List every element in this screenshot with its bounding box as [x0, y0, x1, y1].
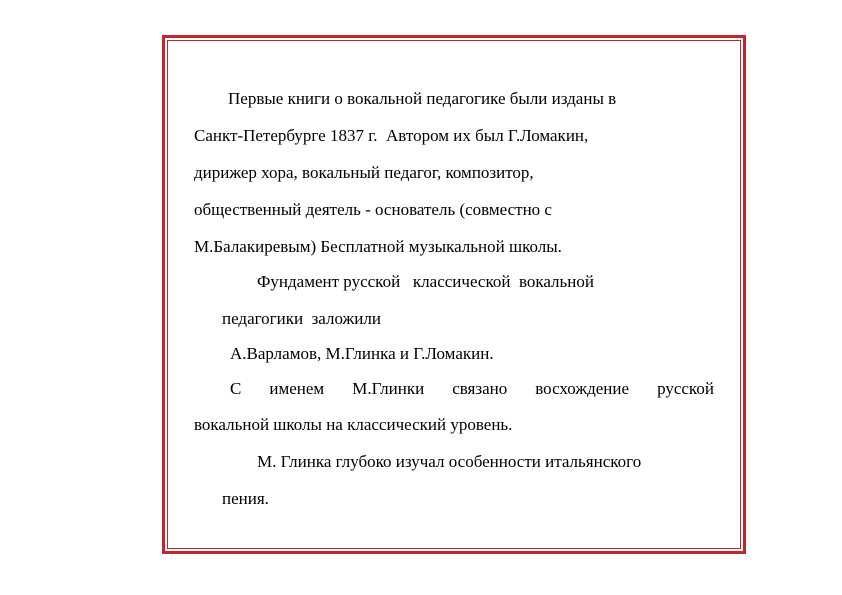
- paragraph-4-line-2: пения.: [222, 489, 269, 508]
- paragraph-3-word: М.Глинки: [352, 379, 425, 398]
- paragraph-3-line-1: [230, 379, 714, 399]
- paragraph-1-line-4: общественный деятель - основатель (совместно с: [194, 200, 552, 219]
- paragraph-2-line-1: Фундамент русской классической вокальной: [257, 272, 594, 291]
- paragraph-1-line-3: дирижер хора, вокальный педагог, композитор,: [194, 163, 534, 182]
- paragraph-2-line-3: А.Варламов, М.Глинка и Г.Ломакин.: [230, 344, 494, 363]
- paragraph-3-word: связано: [452, 379, 508, 398]
- paragraph-1-line-1: Первые книги о вокальной педагогике были изданы в: [228, 89, 617, 108]
- paragraph-2-line-2: педагогики заложили: [222, 309, 381, 328]
- paragraph-1-line-2: Санкт-Петербурге 1837 г. Автором их был Г.Ломакин,: [194, 126, 589, 145]
- paragraph-1-line-5: М.Балакиревым) Бесплатной музыкальной школы.: [194, 237, 562, 256]
- paragraph-3-word: восхождение: [535, 379, 630, 398]
- paragraph-3-word: С: [230, 379, 242, 398]
- paragraph-3-line-2: вокальной школы на классический уровень.: [194, 415, 513, 434]
- paragraph-4-line-1: М. Глинка глубоко изучал особенности итальянского: [257, 452, 642, 471]
- paragraph-3-word: именем: [269, 379, 325, 398]
- paragraph-3-word: русской: [657, 379, 714, 398]
